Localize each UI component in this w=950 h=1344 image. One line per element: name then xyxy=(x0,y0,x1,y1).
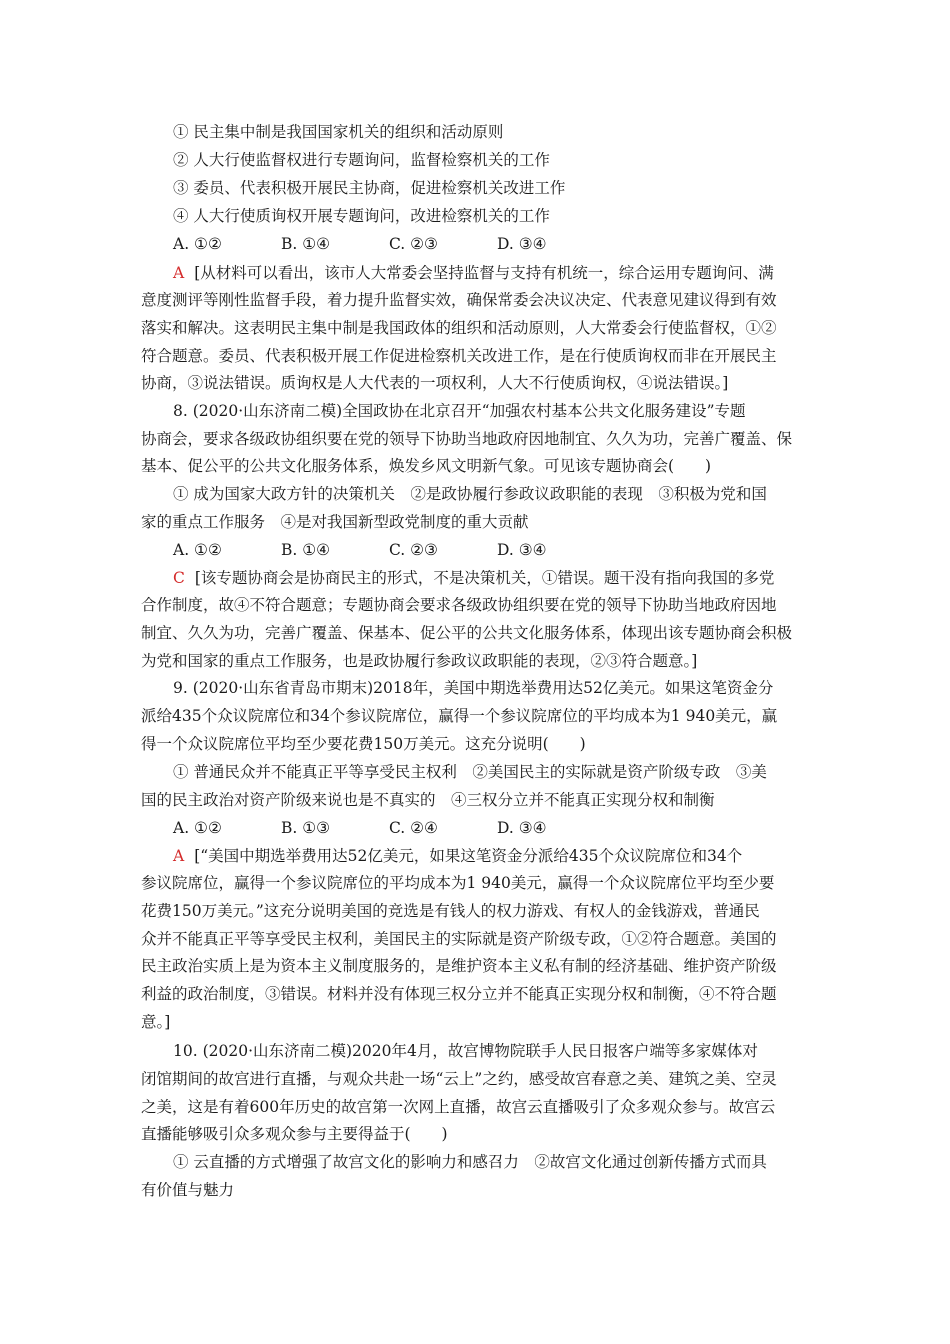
q9-explanation-line-3: 花费150万美元。”这充分说明美国的竞选是有钱人的权力游戏、有权人的金钱游戏，普通民 xyxy=(141,902,760,920)
q9-explanation-line-4: 众并不能真正平等享受民主权利，美国民主的实际就是资产阶级专政，①②符合题意。美国的 xyxy=(141,930,777,948)
q8-answer: C xyxy=(173,569,185,587)
q8-option-c: C. ②③ xyxy=(389,541,438,559)
q9-stem-line-2: 派给435个众议院席位和34个参议院席位，赢得一个参议院席位的平均成本为1 940美元，赢 xyxy=(141,707,778,725)
q8-explanation-line-1: C [该专题协商会是协商民主的形式，不是决策机关，①错误。题干没有指向我国的多党 xyxy=(173,569,775,587)
q9-option-b: B. ①③ xyxy=(281,819,331,837)
q7-answer: A xyxy=(173,264,185,282)
q8-statements-line-2: 家的重点工作服务 ④是对我国新型政党制度的重大贡献 xyxy=(141,513,529,531)
q7-option-b: B. ①④ xyxy=(281,235,331,253)
q9-stem-line-3: 得一个众议院席位平均至少要花费150万美元。这充分说明( ) xyxy=(141,735,586,753)
q9-option-d: D. ③④ xyxy=(497,819,547,837)
q7-options xyxy=(173,233,853,255)
q7-statement-2: ② 人大行使监督权进行专题询问，监督检察机关的工作 xyxy=(173,151,550,169)
q7-explanation-line-1: A [从材料可以看出，该市人大常委会坚持监督与支持有机统一，综合运用专题询问、满 xyxy=(173,264,774,282)
q7-explanation-line-5: 协商，③说法错误。质询权是人大代表的一项权利，人大不行使质询权，④说法错误。] xyxy=(141,374,729,392)
q8-stem-line-2: 协商会，要求各级政协组织要在党的领导下协助当地政府因地制宜、久久为功，完善广覆盖、保 xyxy=(141,430,793,448)
q9-statements-line-1: ① 普通民众并不能真正平等享受民主权利 ②美国民主的实际就是资产阶级专政 ③美 xyxy=(173,763,767,781)
q9-option-a: A. ①② xyxy=(173,819,222,837)
q7-explanation-line-2: 意度测评等刚性监督手段，着力提升监督实效，确保常委会决议决定、代表意见建议得到有效 xyxy=(141,291,777,309)
q10-statements-line-1: ① 云直播的方式增强了故宫文化的影响力和感召力 ②故宫文化通过创新传播方式而具 xyxy=(173,1153,767,1171)
q9-answer: A xyxy=(173,847,185,865)
q9-explanation-line-2: 参议院席位，赢得一个参议院席位的平均成本为1 940美元，赢得一个众议院席位平均至少要 xyxy=(141,874,775,892)
q8-statements-line-1: ① 成为国家大政方针的决策机关 ②是政协履行参政议政职能的表现 ③积极为党和国 xyxy=(173,485,767,503)
q7-statement-1: ① 民主集中制是我国国家机关的组织和活动原则 xyxy=(173,123,504,141)
q7-statement-4: ④ 人大行使质询权开展专题询问，改进检察机关的工作 xyxy=(173,207,550,225)
q10-statements-line-2: 有价值与魅力 xyxy=(141,1181,235,1199)
q9-explanation-line-5: 民主政治实质上是为资本主义制度服务的，是维护资本主义私有制的经济基础、维护资产阶级 xyxy=(141,957,777,975)
q8-option-d: D. ③④ xyxy=(497,541,547,559)
q7-option-c: C. ②③ xyxy=(389,235,438,253)
q8-explanation-line-3: 制宜、久久为功，完善广覆盖、保基本、促公平的公共文化服务体系，体现出该专题协商会积极 xyxy=(141,624,793,642)
q7-option-d: D. ③④ xyxy=(497,235,547,253)
q8-options xyxy=(173,539,853,561)
q9-explanation-line-7: 意。] xyxy=(141,1013,171,1031)
q10-stem-line-1: 10. (2020·山东济南二模)2020年4月，故宫博物院联手人民日报客户端等多家媒体对 xyxy=(173,1042,758,1060)
q7-explanation-line-4: 符合题意。委员、代表积极开展工作促进检察机关改进工作，是在行使质询权而非在开展民主 xyxy=(141,347,777,365)
q7-explanation-line-3: 落实和解决。这表明民主集中制是我国政体的组织和活动原则，人大常委会行使监督权，①② xyxy=(141,319,777,337)
q9-explanation-line-1: A [“美国中期选举费用达52亿美元，如果这笔资金分派给435个众议院席位和34个 xyxy=(173,847,743,865)
q9-statements-line-2: 国的民主政治对资产阶级来说也是不真实的 ④三权分立并不能真正实现分权和制衡 xyxy=(141,791,715,809)
q10-stem-line-4: 直播能够吸引众多观众参与主要得益于( ) xyxy=(141,1125,448,1143)
q8-explanation-line-2: 合作制度，故④不符合题意；专题协商会要求各级政协组织要在党的领导下协助当地政府因地 xyxy=(141,596,777,614)
q8-stem-line-3: 基本、促公平的公共文化服务体系，焕发乡风文明新气象。可见该专题协商会( ) xyxy=(141,457,712,475)
q9-explanation-line-6: 利益的政治制度，③错误。材料并没有体现三权分立并不能真正实现分权和制衡，④不符合题 xyxy=(141,985,777,1003)
q10-stem-line-3: 之美，这是有着600年历史的故宫第一次网上直播，故宫云直播吸引了众多观众参与。故宫云 xyxy=(141,1098,776,1116)
q9-option-c: C. ②④ xyxy=(389,819,438,837)
q9-options xyxy=(173,817,853,839)
q9-stem-line-1: 9. (2020·山东省青岛市期末)2018年，美国中期选举费用达52亿美元。如果这笔资金分 xyxy=(173,679,774,697)
q8-option-a: A. ①② xyxy=(173,541,222,559)
q7-option-a: A. ①② xyxy=(173,235,222,253)
q8-option-b: B. ①④ xyxy=(281,541,331,559)
q8-stem-line-1: 8. (2020·山东济南二模)全国政协在北京召开“加强农村基本公共文化服务建设”专题 xyxy=(173,402,746,420)
q7-statement-3: ③ 委员、代表积极开展民主协商，促进检察机关改进工作 xyxy=(173,179,566,197)
q10-stem-line-2: 闭馆期间的故宫进行直播，与观众共赴一场“云上”之约，感受故宫春意之美、建筑之美、空灵 xyxy=(141,1070,777,1088)
q8-explanation-line-4: 为党和国家的重点工作服务，也是政协履行参政议政职能的表现，②③符合题意。] xyxy=(141,652,698,670)
